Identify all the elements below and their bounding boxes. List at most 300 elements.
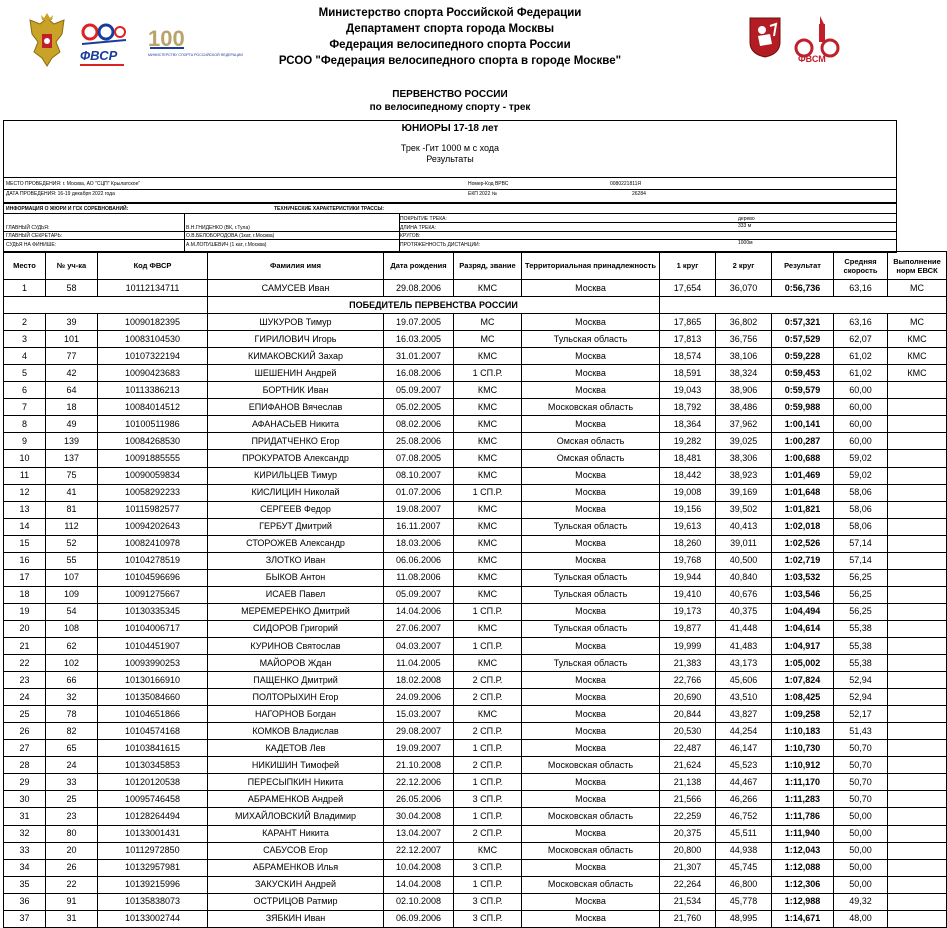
cell-birth-date: 07.08.2005 <box>384 450 454 467</box>
cell-birth-date: 14.04.2006 <box>384 603 454 620</box>
chief-secretary-label: ГЛАВНЫЙ СЕКРЕТАРЬ: <box>6 233 63 239</box>
cell-result: 0:56,736 <box>772 280 834 297</box>
cell-bib: 23 <box>46 808 98 825</box>
cell-fvsr-code: 10130345853 <box>98 757 208 774</box>
results-table <box>3 251 947 928</box>
cell-birth-date: 30.04.2008 <box>384 808 454 825</box>
table-row <box>4 331 947 348</box>
cell-bib: 18 <box>46 399 98 416</box>
cell-bib: 24 <box>46 757 98 774</box>
cell-rank: МС <box>454 314 522 331</box>
cell-birth-date: 19.09.2007 <box>384 740 454 757</box>
cell-bib: 26 <box>46 859 98 876</box>
cell-bib: 81 <box>46 501 98 518</box>
column-header-territory: Территориальная принадлежность <box>522 252 660 280</box>
cell-avg-speed: 58,06 <box>834 501 888 518</box>
cell-territory: Москва <box>522 484 660 501</box>
cell-birth-date: 11.08.2006 <box>384 569 454 586</box>
moscow-coat-of-arms-logo <box>748 16 782 58</box>
cell-name: ПОЛТОРЫХИН Егор <box>208 689 384 706</box>
cell-lap-2: 46,147 <box>716 740 772 757</box>
cell-result: 1:12,088 <box>772 859 834 876</box>
length-value: 333 м <box>738 223 752 229</box>
cell-lap-2: 44,467 <box>716 774 772 791</box>
jury-and-track-box <box>3 203 897 253</box>
cell-fvsr-code: 10082410978 <box>98 535 208 552</box>
cell-name: ЗЛОТКО Иван <box>208 552 384 569</box>
cell-fvsr-code: 10091885555 <box>98 450 208 467</box>
cell-lap-1: 19,999 <box>660 637 716 654</box>
cell-name: НИКИШИН Тимофей <box>208 757 384 774</box>
cell-result: 1:10,183 <box>772 723 834 740</box>
cell-bib: 62 <box>46 637 98 654</box>
cell-place: 24 <box>4 689 46 706</box>
cell-territory: Москва <box>522 637 660 654</box>
cell-place: 10 <box>4 450 46 467</box>
cell-avg-speed: 52,94 <box>834 672 888 689</box>
cell-birth-date: 21.10.2008 <box>384 757 454 774</box>
cell-lap-2: 46,800 <box>716 876 772 893</box>
cell-lap-1: 18,574 <box>660 348 716 365</box>
cell-bib: 39 <box>46 314 98 331</box>
cell-bib: 58 <box>46 280 98 297</box>
cell-evsk-norm <box>888 552 947 569</box>
cell-place: 32 <box>4 825 46 842</box>
cell-lap-2: 45,511 <box>716 825 772 842</box>
cell-fvsr-code: 10090423683 <box>98 365 208 382</box>
cell-rank: 1 СП.Р. <box>454 808 522 825</box>
cell-evsk-norm <box>888 501 947 518</box>
cell-lap-1: 22,487 <box>660 740 716 757</box>
cell-result: 1:03,532 <box>772 569 834 586</box>
cell-result: 1:11,940 <box>772 825 834 842</box>
jury-heading: ИНФОРМАЦИЯ О ЖЮРИ И ГСК СОРЕВНОВАНИЙ: <box>6 206 129 212</box>
cell-birth-date: 13.04.2007 <box>384 825 454 842</box>
table-row <box>4 706 947 723</box>
cell-place: 19 <box>4 603 46 620</box>
cell-result: 1:14,671 <box>772 910 834 927</box>
cell-rank: 1 СП.Р. <box>454 774 522 791</box>
cell-lap-1: 21,534 <box>660 893 716 910</box>
cell-fvsr-code: 10084014512 <box>98 399 208 416</box>
logo-100-text: 100 <box>148 26 185 51</box>
cell-place: 29 <box>4 774 46 791</box>
cell-birth-date: 26.05.2006 <box>384 791 454 808</box>
cell-rank: КМС <box>454 842 522 859</box>
table-row <box>4 348 947 365</box>
table-row <box>4 876 947 893</box>
column-header-lap-1: 1 круг <box>660 252 716 280</box>
cell-name: СТОРОЖЕВ Александр <box>208 535 384 552</box>
cell-birth-date: 02.10.2008 <box>384 893 454 910</box>
organizer-line-4: РСОО "Федерация велосипедного спорта в городе Москве" <box>278 55 622 67</box>
cell-lap-1: 17,813 <box>660 331 716 348</box>
cell-name: ПРИДАТЧЕНКО Егор <box>208 433 384 450</box>
cell-rank: КМС <box>454 655 522 672</box>
cell-territory: Омская область <box>522 433 660 450</box>
cell-fvsr-code: 10093990253 <box>98 655 208 672</box>
cell-lap-2: 48,995 <box>716 910 772 927</box>
cell-avg-speed: 59,02 <box>834 450 888 467</box>
cell-lap-2: 39,025 <box>716 433 772 450</box>
cell-place: 8 <box>4 416 46 433</box>
cell-name: МИХАЙЛОВСКИЙ Владимир <box>208 808 384 825</box>
cell-fvsr-code: 10104006717 <box>98 620 208 637</box>
cell-territory: Тульская область <box>522 620 660 637</box>
cell-birth-date: 31.01.2007 <box>384 348 454 365</box>
cell-name: ЗАКУСКИН Андрей <box>208 876 384 893</box>
cell-name: МЕРЕМЕРЕНКО Дмитрий <box>208 603 384 620</box>
cell-evsk-norm: МС <box>888 280 947 297</box>
cell-result: 1:10,912 <box>772 757 834 774</box>
table-row <box>4 825 947 842</box>
cell-lap-1: 17,865 <box>660 314 716 331</box>
cell-bib: 102 <box>46 655 98 672</box>
cell-evsk-norm <box>888 774 947 791</box>
cell-rank: КМС <box>454 450 522 467</box>
column-header-evsk-norm: Выполнение норм ЕВСК <box>888 252 947 280</box>
finish-judge-value: А.М.ЛОПУШЕВИЧ (1 кат, г.Москва) <box>186 242 267 248</box>
cell-lap-1: 21,624 <box>660 757 716 774</box>
table-row <box>4 399 947 416</box>
cell-birth-date: 19.07.2005 <box>384 314 454 331</box>
cell-evsk-norm <box>888 467 947 484</box>
cell-fvsr-code: 10104596696 <box>98 569 208 586</box>
competition-name: ПЕРВЕНСТВО РОССИИ <box>392 89 508 100</box>
cell-result: 1:01,469 <box>772 467 834 484</box>
cell-lap-2: 43,827 <box>716 706 772 723</box>
cell-evsk-norm <box>888 791 947 808</box>
table-row <box>4 365 947 382</box>
cell-lap-1: 21,138 <box>660 774 716 791</box>
organizers-block <box>240 5 660 69</box>
cell-birth-date: 29.08.2006 <box>384 280 454 297</box>
cell-place: 37 <box>4 910 46 927</box>
cell-result: 1:00,688 <box>772 450 834 467</box>
winner-row-spacer <box>4 297 208 314</box>
cell-place: 14 <box>4 518 46 535</box>
column-header-avg-speed: Средняя скорость <box>834 252 888 280</box>
cell-result: 1:09,258 <box>772 706 834 723</box>
table-row <box>4 774 947 791</box>
cell-place: 1 <box>4 280 46 297</box>
cell-name: ИСАЕВ Павел <box>208 586 384 603</box>
cell-avg-speed: 50,00 <box>834 825 888 842</box>
cell-lap-1: 18,260 <box>660 535 716 552</box>
cell-avg-speed: 61,02 <box>834 348 888 365</box>
cell-birth-date: 11.04.2005 <box>384 655 454 672</box>
cell-bib: 64 <box>46 382 98 399</box>
table-row <box>4 552 947 569</box>
cell-territory: Тульская область <box>522 331 660 348</box>
cell-territory: Московская область <box>522 842 660 859</box>
winner-row <box>4 297 947 314</box>
cell-lap-2: 45,606 <box>716 672 772 689</box>
cell-avg-speed: 57,14 <box>834 552 888 569</box>
cell-fvsr-code: 10115982577 <box>98 501 208 518</box>
cell-result: 1:08,425 <box>772 689 834 706</box>
cell-lap-2: 39,502 <box>716 501 772 518</box>
cell-lap-1: 20,800 <box>660 842 716 859</box>
cell-lap-1: 22,264 <box>660 876 716 893</box>
cell-lap-2: 38,324 <box>716 365 772 382</box>
cell-lap-1: 19,613 <box>660 518 716 535</box>
cell-territory: Москва <box>522 859 660 876</box>
cell-avg-speed: 52,94 <box>834 689 888 706</box>
table-row <box>4 501 947 518</box>
cell-lap-2: 38,906 <box>716 382 772 399</box>
cell-birth-date: 05.09.2007 <box>384 586 454 603</box>
venue-date: ДАТА ПРОВЕДЕНИЯ: 16-19 декабря 2022 года <box>6 191 115 197</box>
logo-100-caption: МИНИСТЕРСТВУ СПОРТА РОССИЙСКОЙ ФЕДЕРАЦИИ <box>148 53 243 57</box>
cell-lap-2: 41,448 <box>716 620 772 637</box>
cell-result: 1:11,283 <box>772 791 834 808</box>
cell-place: 28 <box>4 757 46 774</box>
cell-birth-date: 24.09.2006 <box>384 689 454 706</box>
cell-territory: Москва <box>522 348 660 365</box>
cell-lap-1: 20,844 <box>660 706 716 723</box>
cell-result: 0:57,321 <box>772 314 834 331</box>
cell-fvsr-code: 10100511986 <box>98 416 208 433</box>
cell-avg-speed: 52,17 <box>834 706 888 723</box>
cell-territory: Московская область <box>522 876 660 893</box>
cell-avg-speed: 55,38 <box>834 620 888 637</box>
cell-fvsr-code: 10139215996 <box>98 876 208 893</box>
cell-territory: Москва <box>522 416 660 433</box>
cell-lap-1: 20,690 <box>660 689 716 706</box>
cell-lap-1: 20,530 <box>660 723 716 740</box>
cell-lap-2: 40,676 <box>716 586 772 603</box>
cell-birth-date: 16.11.2007 <box>384 518 454 535</box>
cell-territory: Москва <box>522 723 660 740</box>
cell-rank: 2 СП.Р. <box>454 825 522 842</box>
cell-evsk-norm <box>888 518 947 535</box>
cell-rank: 2 СП.Р. <box>454 757 522 774</box>
cell-rank: 1 СП.Р. <box>454 365 522 382</box>
table-row <box>4 689 947 706</box>
ekp-label: ЕКП 2022 № <box>468 191 498 197</box>
cell-evsk-norm <box>888 910 947 927</box>
cell-birth-date: 05.02.2005 <box>384 399 454 416</box>
cell-lap-2: 40,500 <box>716 552 772 569</box>
table-row <box>4 382 947 399</box>
tech-heading: ТЕХНИЧЕСКИЕ ХАРАКТЕРИСТИКИ ТРАССЫ: <box>274 206 385 212</box>
cell-place: 34 <box>4 859 46 876</box>
cell-result: 0:59,988 <box>772 399 834 416</box>
cell-territory: Москва <box>522 280 660 297</box>
table-row <box>4 603 947 620</box>
cell-territory: Москва <box>522 825 660 842</box>
table-row <box>4 416 947 433</box>
cell-birth-date: 06.09.2006 <box>384 910 454 927</box>
fvsm-logo-text: ФВСМ <box>798 54 826 64</box>
cell-fvsr-code: 10058292233 <box>98 484 208 501</box>
cell-rank: МС <box>454 331 522 348</box>
cell-evsk-norm <box>888 382 947 399</box>
cell-fvsr-code: 10112134711 <box>98 280 208 297</box>
cell-fvsr-code: 10090059834 <box>98 467 208 484</box>
cell-lap-2: 46,266 <box>716 791 772 808</box>
cell-territory: Москва <box>522 552 660 569</box>
cell-place: 13 <box>4 501 46 518</box>
cell-name: СИДОРОВ Григорий <box>208 620 384 637</box>
cell-result: 0:59,228 <box>772 348 834 365</box>
cell-evsk-norm <box>888 399 947 416</box>
table-header-row <box>4 252 947 280</box>
cell-fvsr-code: 10113386213 <box>98 382 208 399</box>
cell-lap-2: 38,106 <box>716 348 772 365</box>
cell-fvsr-code: 10094202643 <box>98 518 208 535</box>
cell-result: 1:05,002 <box>772 655 834 672</box>
cell-birth-date: 06.06.2006 <box>384 552 454 569</box>
cell-rank: КМС <box>454 382 522 399</box>
cell-territory: Москва <box>522 774 660 791</box>
table-row <box>4 518 947 535</box>
cell-name: БЫКОВ Антон <box>208 569 384 586</box>
cell-rank: КМС <box>454 586 522 603</box>
cell-evsk-norm <box>888 825 947 842</box>
cell-name: ОСТРИЦОВ Ратмир <box>208 893 384 910</box>
cell-evsk-norm <box>888 859 947 876</box>
column-header-name: Фамилия имя <box>208 252 384 280</box>
table-row <box>4 842 947 859</box>
cell-territory: Москва <box>522 791 660 808</box>
cell-fvsr-code: 10128264494 <box>98 808 208 825</box>
cell-evsk-norm <box>888 450 947 467</box>
surface-value: дерево <box>738 216 755 222</box>
cell-rank: КМС <box>454 433 522 450</box>
table-row <box>4 280 947 297</box>
cell-fvsr-code: 10107322194 <box>98 348 208 365</box>
cell-name: ЗЯБКИН Иван <box>208 910 384 927</box>
cell-lap-1: 21,383 <box>660 655 716 672</box>
cell-avg-speed: 55,38 <box>834 637 888 654</box>
cell-lap-2: 39,169 <box>716 484 772 501</box>
cell-lap-2: 45,778 <box>716 893 772 910</box>
cell-rank: 1 СП.Р. <box>454 637 522 654</box>
cell-place: 9 <box>4 433 46 450</box>
cell-bib: 109 <box>46 586 98 603</box>
cell-avg-speed: 58,06 <box>834 484 888 501</box>
cell-evsk-norm <box>888 842 947 859</box>
column-header-place: Место <box>4 252 46 280</box>
table-row <box>4 723 947 740</box>
cell-territory: Москва <box>522 467 660 484</box>
cell-lap-1: 18,481 <box>660 450 716 467</box>
cell-avg-speed: 57,14 <box>834 535 888 552</box>
cell-lap-1: 18,792 <box>660 399 716 416</box>
cell-bib: 22 <box>46 876 98 893</box>
cell-birth-date: 19.08.2007 <box>384 501 454 518</box>
cell-lap-1: 19,768 <box>660 552 716 569</box>
cell-bib: 54 <box>46 603 98 620</box>
cell-lap-1: 18,591 <box>660 365 716 382</box>
cell-bib: 80 <box>46 825 98 842</box>
cell-bib: 32 <box>46 689 98 706</box>
cell-evsk-norm <box>888 723 947 740</box>
cell-fvsr-code: 10083104530 <box>98 331 208 348</box>
laps-label: КРУГОВ: <box>400 233 421 239</box>
organizer-line-2: Департамент спорта города Москвы <box>345 23 555 35</box>
cell-place: 22 <box>4 655 46 672</box>
column-header-birth-date: Дата рождения <box>384 252 454 280</box>
column-header-result: Результат <box>772 252 834 280</box>
cell-result: 1:00,141 <box>772 416 834 433</box>
cell-avg-speed: 63,16 <box>834 280 888 297</box>
cell-name: КУРИНОВ Святослав <box>208 637 384 654</box>
cell-place: 7 <box>4 399 46 416</box>
cell-result: 1:02,526 <box>772 535 834 552</box>
cell-bib: 25 <box>46 791 98 808</box>
cell-lap-2: 44,254 <box>716 723 772 740</box>
cell-fvsr-code: 10104278519 <box>98 552 208 569</box>
cell-rank: 2 СП.Р. <box>454 723 522 740</box>
table-row <box>4 740 947 757</box>
cell-lap-2: 41,483 <box>716 637 772 654</box>
winner-row-spacer-right <box>660 297 947 314</box>
cell-lap-2: 37,962 <box>716 416 772 433</box>
cell-name: БОРТНИК Иван <box>208 382 384 399</box>
cell-place: 17 <box>4 569 46 586</box>
cell-fvsr-code: 10130335345 <box>98 603 208 620</box>
cell-lap-2: 40,413 <box>716 518 772 535</box>
table-row <box>4 620 947 637</box>
cell-territory: Москва <box>522 501 660 518</box>
table-row <box>4 655 947 672</box>
cell-name: ЕПИФАНОВ Вячеслав <box>208 399 384 416</box>
cell-evsk-norm <box>888 637 947 654</box>
cell-territory: Московская область <box>522 399 660 416</box>
cell-result: 1:00,287 <box>772 433 834 450</box>
cell-result: 1:12,043 <box>772 842 834 859</box>
cell-lap-2: 45,523 <box>716 757 772 774</box>
cell-bib: 101 <box>46 331 98 348</box>
cell-avg-speed: 50,70 <box>834 740 888 757</box>
cell-bib: 41 <box>46 484 98 501</box>
cell-lap-1: 19,877 <box>660 620 716 637</box>
cell-avg-speed: 50,00 <box>834 859 888 876</box>
cell-fvsr-code: 10095746458 <box>98 791 208 808</box>
cell-evsk-norm <box>888 876 947 893</box>
cell-avg-speed: 56,25 <box>834 603 888 620</box>
cell-place: 33 <box>4 842 46 859</box>
cell-place: 35 <box>4 876 46 893</box>
cell-result: 1:04,494 <box>772 603 834 620</box>
cell-territory: Москва <box>522 910 660 927</box>
cell-territory: Москва <box>522 314 660 331</box>
cell-bib: 49 <box>46 416 98 433</box>
cell-territory: Москва <box>522 706 660 723</box>
cell-fvsr-code: 10135838073 <box>98 893 208 910</box>
cell-evsk-norm: КМС <box>888 348 947 365</box>
cell-avg-speed: 60,00 <box>834 382 888 399</box>
cell-birth-date: 16.03.2005 <box>384 331 454 348</box>
cell-birth-date: 25.08.2006 <box>384 433 454 450</box>
cell-lap-1: 19,156 <box>660 501 716 518</box>
cell-evsk-norm: КМС <box>888 365 947 382</box>
cell-evsk-norm <box>888 689 947 706</box>
cell-name: АБРАМЕНКОВ Илья <box>208 859 384 876</box>
cell-result: 0:57,529 <box>772 331 834 348</box>
cell-avg-speed: 50,70 <box>834 774 888 791</box>
winner-label: ПОБЕДИТЕЛЬ ПЕРВЕНСТВА РОССИИ <box>208 297 660 314</box>
cell-name: ГЕРБУТ Дмитрий <box>208 518 384 535</box>
cell-territory: Тульская область <box>522 586 660 603</box>
cell-lap-1: 19,173 <box>660 603 716 620</box>
chief-secretary-value: О.В.БЕЛОБОРОДОВА (1кат, г.Москва) <box>186 233 275 239</box>
cell-lap-1: 19,282 <box>660 433 716 450</box>
cell-lap-2: 39,011 <box>716 535 772 552</box>
